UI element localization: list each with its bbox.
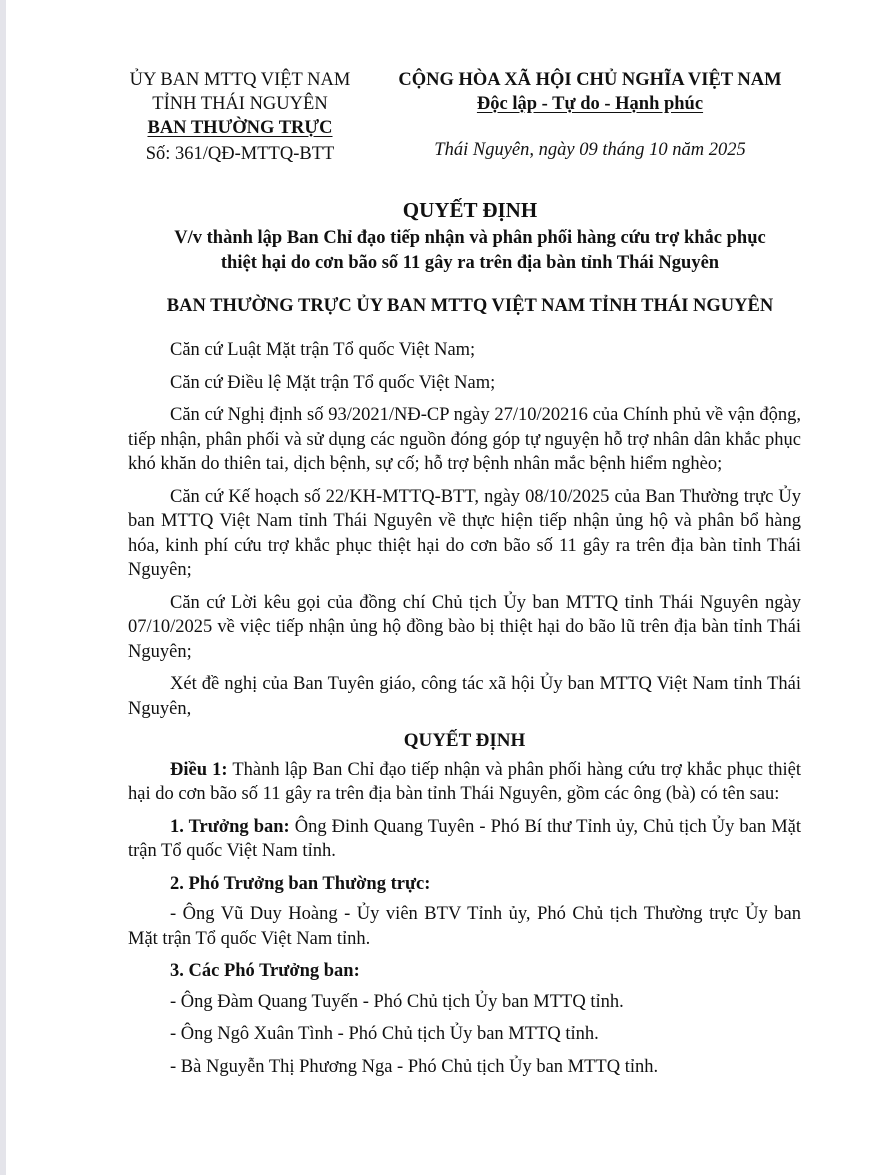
document-subject bbox=[120, 226, 820, 276]
motto: Độc lập - Tự do - Hạnh phúc bbox=[476, 94, 704, 114]
header-left bbox=[100, 68, 380, 166]
standing-deputy-text: - Ông Vũ Duy Hoàng - Ủy viên BTV Tỉnh ủy, Phó Chủ tịch Thường trực Ủy ban Mặt trận Tổ quốc Việt Nam tỉnh. bbox=[128, 904, 801, 949]
deputy-member: - Bà Nguyễn Thị Phương Nga - Phó Chủ tịch Ủy ban MTTQ tỉnh. bbox=[170, 1056, 659, 1077]
subject-line-2: thiệt hại do cơn bão số 11 gây ra trên địa bàn tỉnh Thái Nguyên bbox=[220, 253, 720, 273]
org-line-1: ỦY BAN MTTQ VIỆT NAM bbox=[129, 70, 351, 90]
standing-deputy-label: 2. Phó Trưởng ban Thường trực: bbox=[170, 873, 431, 894]
document-title: QUYẾT ĐỊNH bbox=[402, 198, 538, 222]
head-text: Ông Đinh Quang Tuyên - Phó Bí thư Tỉnh ủy, Chủ tịch Ủy ban Mặt trận Tổ quốc Việt Nam tỉnh. bbox=[128, 816, 801, 861]
head-label: 1. Trưởng ban: bbox=[170, 816, 290, 837]
article-1-text: Thành lập Ban Chỉ đạo tiếp nhận và phân phối hàng cứu trợ khắc phục thiệt hại do cơn bão số 11 gây ra trên địa bàn tỉnh Thái Nguyên, gồm các ông (bà) có tên sau: bbox=[128, 759, 801, 804]
page-edge bbox=[0, 0, 6, 1175]
legal-basis: Căn cứ Lời kêu gọi của đồng chí Chủ tịch Ủy ban MTTQ tỉnh Thái Nguyên ngày 07/10/2025 về việc tiếp nhận ủng hộ đồng bào bị thiệt hại do bão lũ trên địa bàn tỉnh Thái Nguyên; bbox=[128, 592, 801, 662]
nation-title: CỘNG HÒA XÃ HỘI CHỦ NGHĨA VIỆT NAM bbox=[398, 70, 782, 90]
legal-basis: Căn cứ Nghị định số 93/2021/NĐ-CP ngày 27/10/20216 của Chính phủ về vận động, tiếp nhận, phân phối và sử dụng các nguồn đóng góp tự nguyện hỗ trợ nhân dân khắc phục khó khăn do thiên tai, dịch bệnh, sự cố; hỗ trợ bệnh nhân mắc bệnh hiểm nghèo; bbox=[128, 405, 801, 474]
deputies-label: 3. Các Phó Trưởng ban: bbox=[170, 961, 360, 981]
legal-basis: Căn cứ Kế hoạch số 22/KH-MTTQ-BTT, ngày 08/10/2025 của Ban Thường trực Ủy ban MTTQ Việt Nam tỉnh Thái Nguyên về thực hiện tiếp nhận ủng hộ và phân bổ hàng hóa, kinh phí cứu trợ khắc phục thiệt hại do cơn bão số 11 gây ra trên địa bàn tỉnh Thái Nguyên; bbox=[128, 486, 801, 580]
place-date: Thái Nguyên, ngày 09 tháng 10 năm 2025 bbox=[434, 140, 746, 160]
subject-line-1: V/v thành lập Ban Chỉ đạo tiếp nhận và phân phối hàng cứu trợ khắc phục bbox=[174, 228, 766, 248]
org-line-3: BAN THƯỜNG TRỰC bbox=[147, 118, 333, 138]
org-line-2: TỈNH THÁI NGUYÊN bbox=[152, 94, 328, 114]
doc-number: Số: 361/QĐ-MTTQ-BTT bbox=[145, 144, 335, 164]
issuing-body: BAN THƯỜNG TRỰC ỦY BAN MTTQ VIỆT NAM TỈNH THÁI NGUYÊN bbox=[166, 296, 774, 316]
legal-basis: Căn cứ Luật Mặt trận Tổ quốc Việt Nam; bbox=[170, 340, 476, 360]
legal-basis: Xét đề nghị của Ban Tuyên giáo, công tác xã hội Ủy ban MTTQ Việt Nam tỉnh Thái Nguyên, bbox=[128, 674, 801, 719]
decision-heading: QUYẾT ĐỊNH bbox=[403, 730, 526, 751]
header-right bbox=[380, 68, 800, 116]
legal-basis: Căn cứ Điều lệ Mặt trận Tổ quốc Việt Nam; bbox=[170, 372, 496, 393]
document-body bbox=[128, 338, 801, 1087]
article-1-label: Điều 1: bbox=[170, 759, 228, 780]
head-of-committee bbox=[128, 815, 801, 864]
article-1 bbox=[128, 758, 801, 807]
deputy-member: - Ông Đàm Quang Tuyến - Phó Chủ tịch Ủy ban MTTQ tỉnh. bbox=[170, 991, 624, 1012]
deputy-member: - Ông Ngô Xuân Tình - Phó Chủ tịch Ủy ban MTTQ tỉnh. bbox=[170, 1024, 599, 1044]
